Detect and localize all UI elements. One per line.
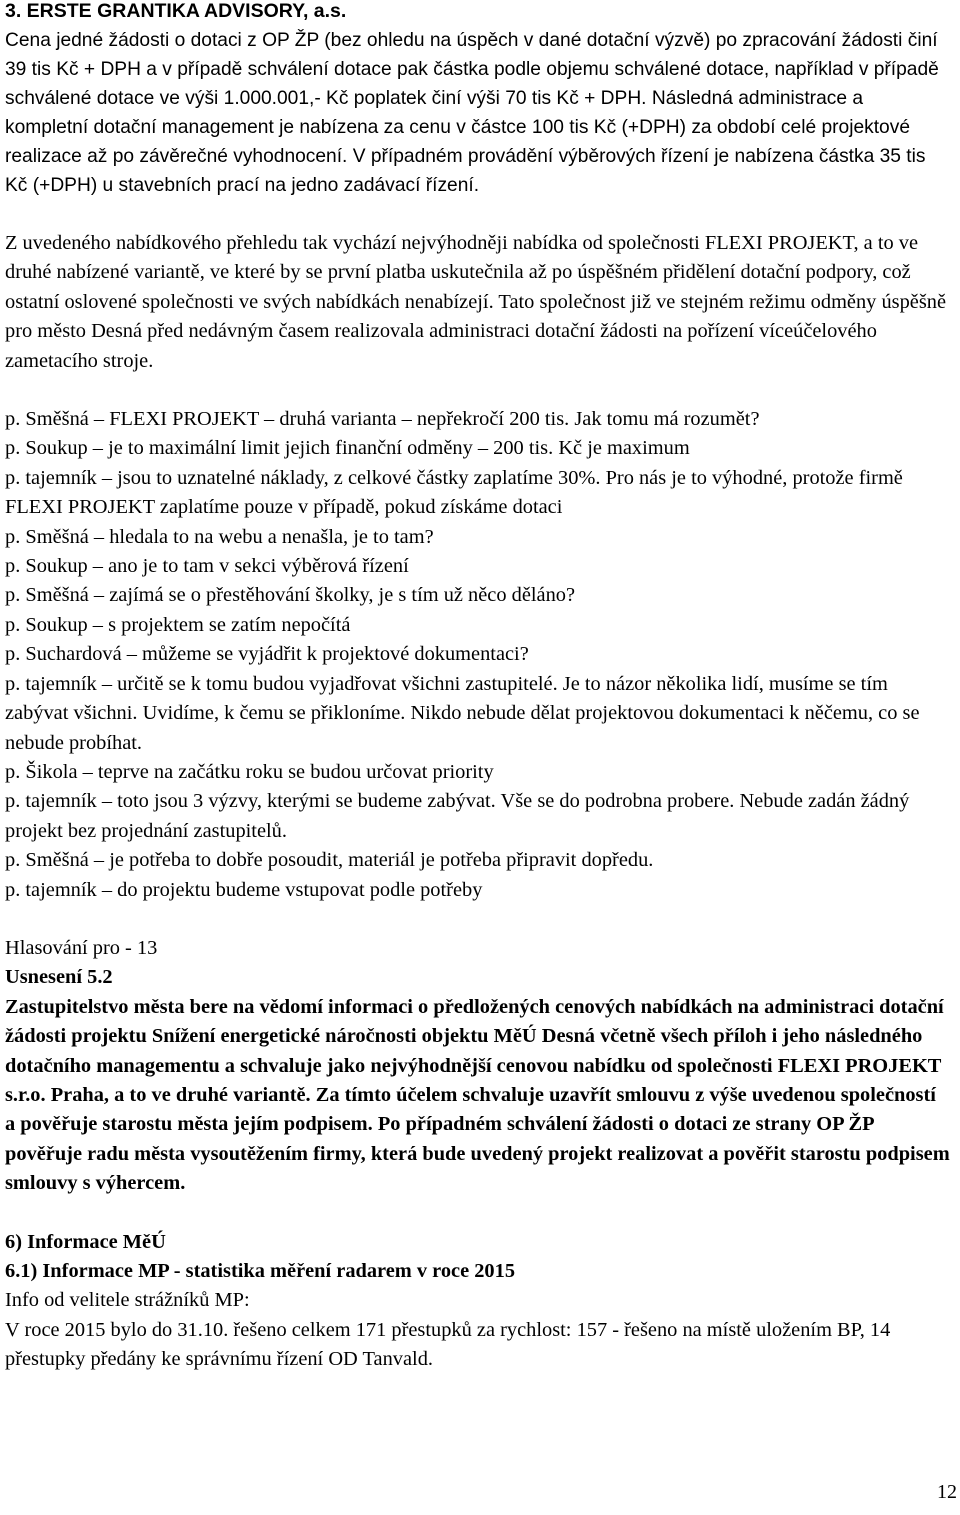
discussion-list <box>5 405 950 905</box>
section-6-text: V roce 2015 bylo do 31.10. řešeno celkem 171 přestupků za rychlost: 157 - řešeno na místě uložením BP, 14 přestupky předány ke správnímu řízení OD Tanvald. <box>5 1318 891 1371</box>
spacer <box>5 1199 950 1228</box>
discussion-item: p. Soukup – je to maximální limit jejich finanční odměny – 200 tis. Kč je maximum <box>5 437 690 460</box>
discussion-item: p. Soukup – ano je to tam v sekci výběrová řízení <box>5 555 409 578</box>
section-6-1-heading: 6.1) Informace MP - statistika měření radarem v roce 2015 <box>5 1260 516 1282</box>
resolution-text: Zastupitelstvo města bere na vědomí informaci o předložených cenových nabídkách na administraci dotační žádosti projektu Snížení energetické náročnosti objektu MěÚ Desná včetně všech příloh i jeho následného dotačního managementu a schvaluje jako nejvýhodnější cenovou nabídku od společnosti FLEXI PROJEKT s.r.o. Praha, a to ve druhé variantě. Za tímto účelem schvaluje uzavřít smlouvu z výše uvedenou společností a pověřuje starostu města jejím podpisem. Po případném schválení žádosti o dotaci ze strany OP ŽP pověřuje radu města vysoutěžením firmy, která bude uvedený projekt realizovat a pověřit starostu podpisem smlouvy s výhercem. <box>5 995 950 1195</box>
spacer <box>5 905 950 934</box>
section-6-intro: Info od velitele strážníků MP: <box>5 1289 250 1312</box>
resolution-title: Usnesení 5.2 <box>5 966 113 989</box>
discussion-item: p. Směšná – zajímá se o přestěhování školky, je s tím už něco děláno? <box>5 584 576 607</box>
spacer <box>5 200 950 229</box>
discussion-item: p. Soukup – s projektem se zatím nepočítá <box>5 613 351 636</box>
discussion-item: p. Suchardová – můžeme se vyjádřit k projektové dokumentaci? <box>5 643 529 666</box>
section-3-paragraph: Cena jedné žádosti o dotaci z OP ŽP (bez ohledu na úspěch v dané dotační výzvě) po zpracování žádosti činí 39 tis Kč + DPH a v případě schválení dotace pak částka podle objemu schválené dotace, například v případě schválené dotace ve výši 1.000.001,- Kč poplatek činí výši 70 tis Kč + DPH. Následná administrace a kompletní dotační management je nabízena za cenu v částce 100 tis Kč (+DPH) za období celé projektové realizace až po závěrečné vyhodnocení. V případném provádění výběrových řízení je nabízena částka 35 tis Kč (+DPH) u stavebních prací na jedno zadávací řízení. <box>5 30 939 196</box>
document-page <box>5 0 950 1375</box>
section-3-heading: 3. ERSTE GRANTIKA ADVISORY, a.s. <box>5 0 347 22</box>
discussion-item: p. Šikola – teprve na začátku roku se budou určovat priority <box>5 760 494 783</box>
discussion-item: p. Směšná – FLEXI PROJEKT – druhá varianta – nepřekročí 200 tis. Jak tomu má rozumět? <box>5 408 760 431</box>
spacer <box>5 376 950 405</box>
summary-paragraph: Z uvedeného nabídkového přehledu tak vychází nejvýhodněji nabídka od společnosti FLEXI PROJEKT, a to ve druhé nabízené variantě, ve které by se první platba uskutečnila až po úspěšném přidělení dotační podpory, což ostatní oslovené společnosti ve svých nabídkách nenabízejí. Tato společnost již ve stejném režimu odměny úspěšně pro město Desná před nedávným časem realizovala administraci dotační žádosti na pořízení víceúčelového zametacího stroje. <box>5 232 947 372</box>
discussion-item: p. tajemník – jsou to uznatelné náklady, z celkové částky zaplatíme 30%. Pro nás je to výhodné, protože firmě FLEXI PROJEKT zaplatíme pouze v případě, pokud získáme dotaci <box>5 466 903 519</box>
discussion-item: p. Směšná – je potřeba to dobře posoudit, materiál je potřeba připravit dopředu. <box>5 849 654 872</box>
discussion-item: p. tajemník – toto jsou 3 výzvy, kterými se budeme zabývat. Vše se do podrobna probere. Nebude zadán žádný projekt bez projednání zastupitelů. <box>5 790 910 842</box>
section-6-heading: 6) Informace MěÚ <box>5 1230 166 1253</box>
discussion-item: p. Směšná – hledala to na webu a nenašla, je to tam? <box>5 525 434 548</box>
vote-result: Hlasování pro - 13 <box>5 936 158 959</box>
discussion-item: p. tajemník – do projektu budeme vstupovat podle potřeby <box>5 878 483 901</box>
page-number: 12 <box>937 1481 957 1503</box>
discussion-item: p. tajemník – určitě se k tomu budou vyjadřovat všichni zastupitelé. Je to názor několika lidí, musíme se tím zabývat všichni. Uvidíme, k čemu se přikloníme. Nikdo nebude dělat projektovou dokumentaci k něčemu, co se nebude probíhat. <box>5 672 920 754</box>
